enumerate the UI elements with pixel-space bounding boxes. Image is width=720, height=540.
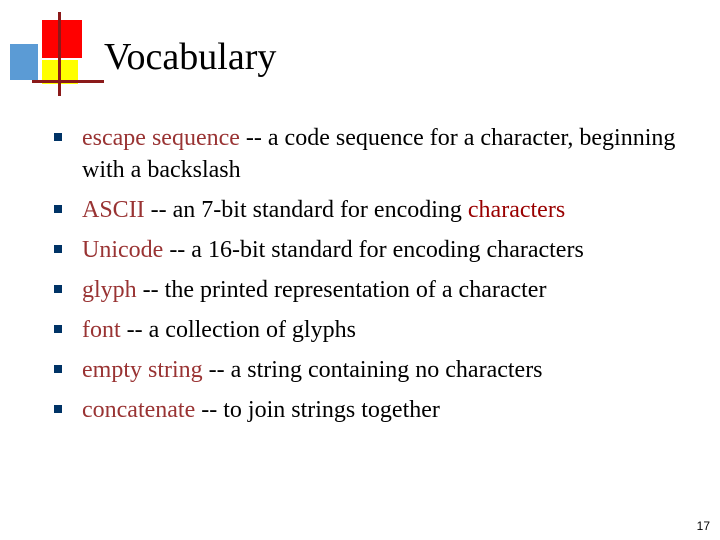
term: ASCII bbox=[82, 197, 145, 223]
logo-horizontal-line bbox=[32, 80, 104, 83]
list-item bbox=[54, 270, 694, 310]
logo-vertical-line bbox=[58, 12, 61, 96]
logo-red-square bbox=[42, 20, 82, 58]
vocabulary-list bbox=[54, 120, 694, 430]
square-bullet-icon bbox=[54, 405, 62, 413]
term: concatenate bbox=[82, 397, 196, 423]
list-item bbox=[54, 190, 694, 230]
page-number: 17 bbox=[696, 519, 710, 533]
slide-title: Vocabulary bbox=[104, 36, 277, 78]
logo-blue-square bbox=[10, 44, 38, 80]
term: empty string bbox=[82, 357, 203, 383]
corner-logo bbox=[0, 0, 110, 100]
square-bullet-icon bbox=[54, 365, 62, 373]
definition: -- a 16-bit standard for encoding characters bbox=[163, 237, 584, 263]
square-bullet-icon bbox=[54, 133, 62, 141]
square-bullet-icon bbox=[54, 205, 62, 213]
term: escape sequence bbox=[82, 125, 240, 151]
definition-highlight: characters bbox=[467, 197, 566, 223]
list-item bbox=[54, 310, 694, 350]
definition: -- the printed representation of a character bbox=[136, 277, 547, 303]
term: glyph bbox=[82, 277, 137, 303]
definition: -- an 7-bit standard for encoding bbox=[144, 197, 468, 223]
list-item bbox=[54, 120, 694, 190]
definition: -- a string containing no characters bbox=[202, 357, 543, 383]
square-bullet-icon bbox=[54, 245, 62, 253]
term: Unicode bbox=[82, 237, 164, 263]
definition: -- a code sequence for a character, beginning with a backslash bbox=[82, 125, 676, 183]
list-item bbox=[54, 230, 694, 270]
definition: -- to join strings together bbox=[195, 397, 440, 423]
square-bullet-icon bbox=[54, 285, 62, 293]
term: font bbox=[82, 317, 121, 343]
square-bullet-icon bbox=[54, 325, 62, 333]
list-item bbox=[54, 390, 694, 430]
definition: -- a collection of glyphs bbox=[120, 317, 356, 343]
list-item bbox=[54, 350, 694, 390]
